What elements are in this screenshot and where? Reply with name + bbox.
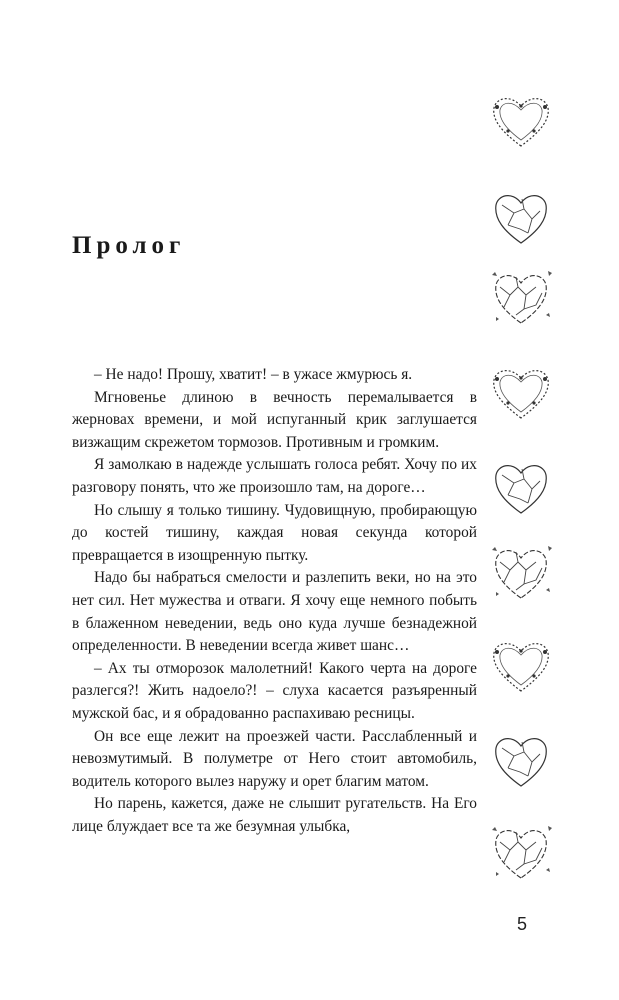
paragraph: Но парень, кажется, даже не слышит ругательств. На Его лице блуждает все та же безумная улыбка, [72, 795, 477, 835]
floral-heart-icon [488, 90, 554, 152]
paragraph: Но слышу я только тишину. Чудовищную, пробирающую до костей тишину, каждая новая секунда которой превращается в изощренную пытку. [72, 501, 477, 564]
heart-ornament-column [488, 90, 558, 890]
cracked-heart-icon [488, 455, 554, 517]
paragraph: Я замолкаю в надежде услышать голоса ребят. Хочу по их разговору понять, что же произошло там, на дороге… [72, 456, 477, 496]
paragraph: Он все еще лежит на проезжей части. Расслабленный и невозмутимый. В полуметре от Него стоит автомобиль, водитель которого вылез наружу и орет благим матом. [72, 727, 477, 790]
cracked-heart-icon [488, 185, 554, 247]
shattered-heart-icon [488, 540, 554, 602]
chapter-body [72, 364, 477, 838]
floral-heart-icon [488, 635, 554, 697]
floral-heart-icon [488, 362, 554, 424]
paragraph: – Ах ты отморозок малолетний! Какого черта на дороге разлегся?! Жить надоело?! – слуха касается разъяренный мужской бас, и я обрадованно распахиваю ресницы. [72, 659, 477, 722]
shattered-heart-icon [488, 265, 554, 327]
chapter-title: Пролог [72, 232, 186, 259]
paragraph: Мгновенье длиною в вечность перемалывается в жерновах времени, и мой испуганный крик заглушается визжащим скрежетом тормозов. Противным и громким. [72, 388, 477, 451]
cracked-heart-icon [488, 728, 554, 790]
paragraph: – Не надо! Прошу, хватит! – в ужасе жмурюсь я. [94, 366, 413, 383]
paragraph: Надо бы набраться смелости и разлепить веки, но на это нет сил. Нет мужества и отваги. Я хочу еще немного побыть в блаженном неведении, ведь оно куда лучше безнадежной определенности. В неведении всегда живет шанс… [72, 569, 477, 655]
page-number: 5 [517, 914, 528, 934]
shattered-heart-icon [488, 820, 554, 882]
